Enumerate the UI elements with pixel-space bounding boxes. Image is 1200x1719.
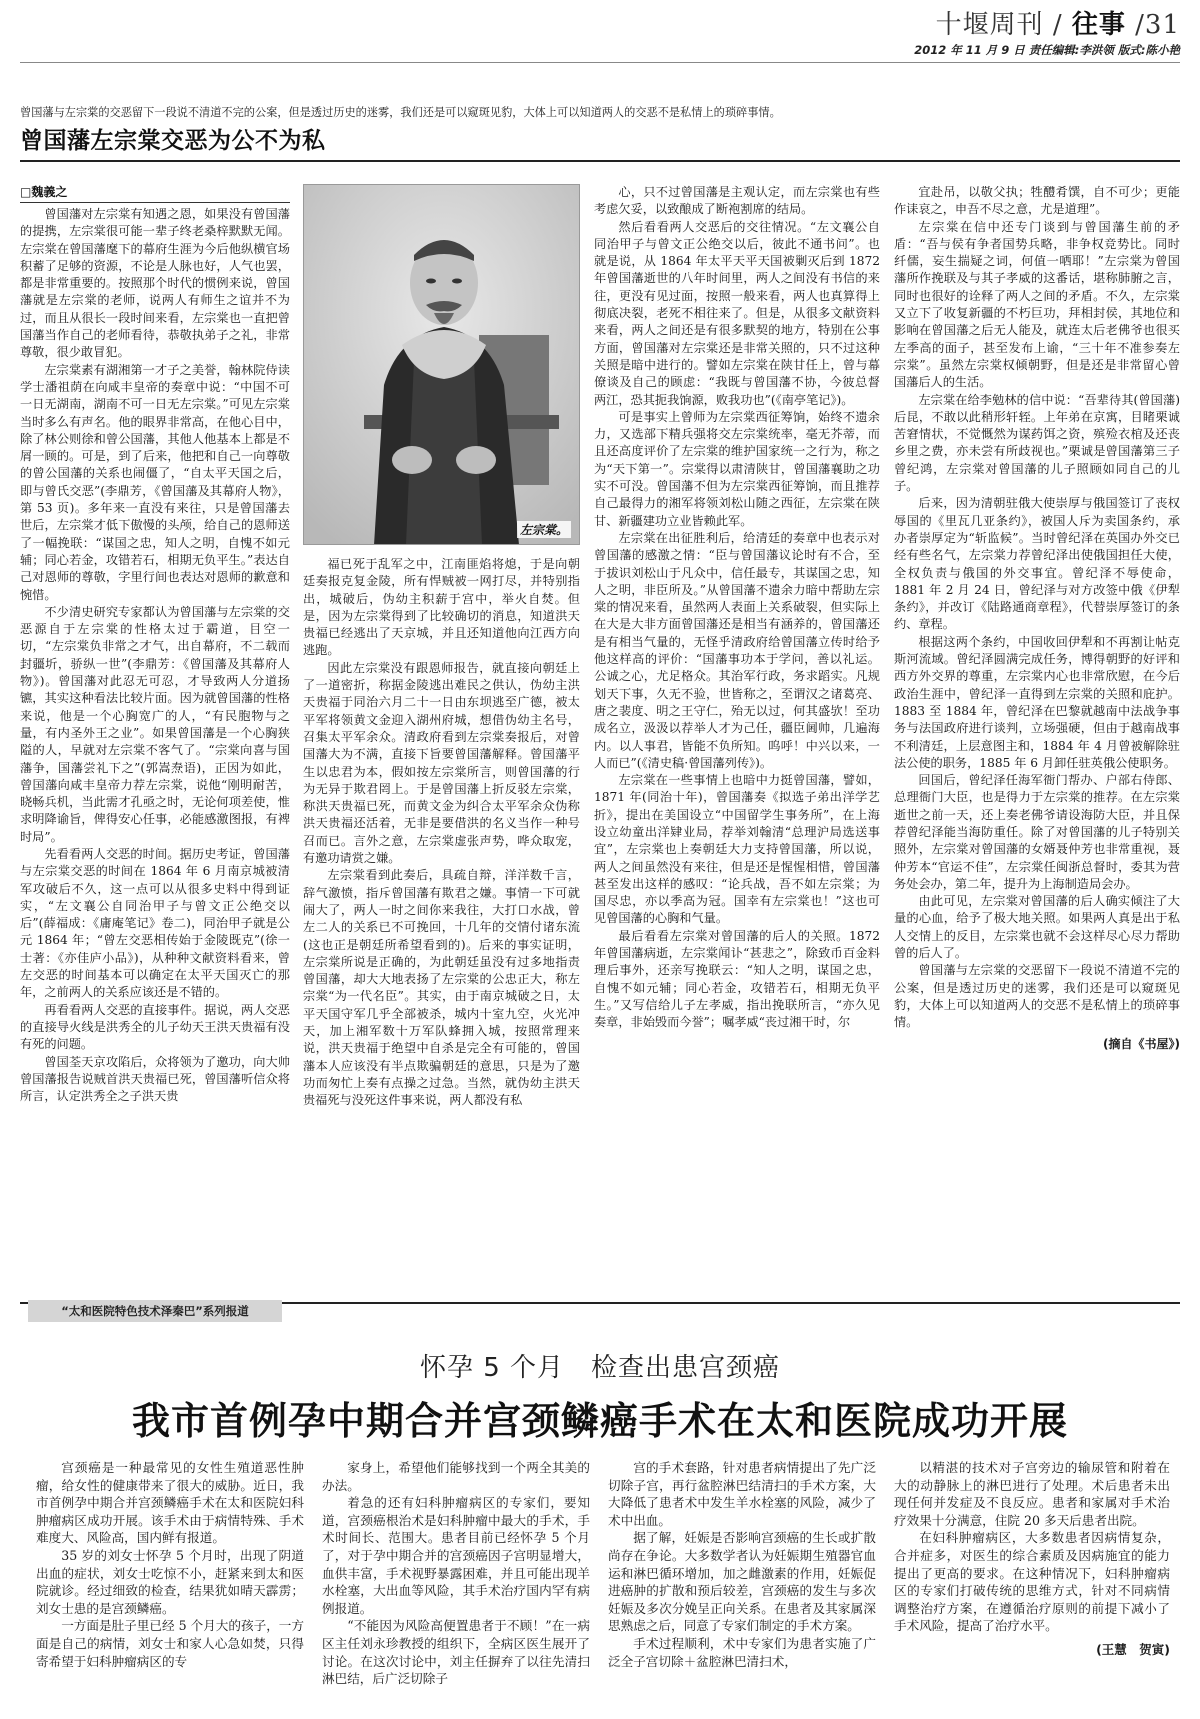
paragraph: 宜赴吊，以敬父执；牲醴肴馔，自不可少；更能作诔哀之，申吾不尽之意，尤是道理”。 — [894, 185, 1180, 217]
portrait-illustration — [304, 185, 580, 545]
paragraph: 着急的还有妇科肿瘤病区的专家们，要知道，宫颈癌根治术是妇科肿瘤中最大的手术，手术时间长、范围大。患者目前已经怀孕 5 个月了，对于孕中期合并的宫颈癌因子宫明显增大，血供丰富，手术视野暴露困难，并且可能出现羊水栓塞，大出血等风险，其手术治疗国内罕有病例报道。 — [322, 1495, 590, 1616]
article1-author: □魏義之 — [20, 183, 290, 203]
paragraph: 左宗棠在出征胜利后，给清廷的奏章中也表示对曾国藩的感激之情：“臣与曾国藩议论时有不合，至于拔识刘松山于凡众中，信任最专，其谋国之忠，知人之明，非臣所及。”从曾国藩不遗余力暗中帮助左宗棠的情况来看，虽然两人表面上关系破裂，但实际上在大是大非方面曾国藩还是相当有涵养的，曾国藩还是有相当气量的，无怪乎清政府给曾国藩立传时给予他这样高的评价：“国藩事功本于学问，善以礼运。公诚之心，尤足格众。其治军行政，务求蹈实。凡规划天下事，久无不验，世皆称之，至谓汉之诸葛亮、唐之裴度、明之王守仁，殆无以过，何其盛欤！至功成名立，汲汲以荐举人才为己任，疆臣阃帅，几遍海内。以人事君，皆能不负所知。呜呼！中兴以来，一人而已”(《清史稿·曾国藩列传》)。 — [594, 530, 880, 770]
paragraph: 最后看看左宗棠对曾国藩的后人的关照。1872 年曾国藩病逝，左宗棠闻讣“甚悲之”，除致币百金料理后事外，还亲写挽联云：“知人之明，谋国之忠，自愧不如元辅；同心若金，攻错若石，相期无负平生。”又写信给儿子左孝威，指出挽联所言，“亦久见奏章，非始毁而今誉”；嘱孝威“丧过湘干时，尔 — [594, 928, 880, 1030]
page-title: 十堰周刊 / 往事 /31 — [935, 10, 1180, 40]
paragraph: 再看看两人交恶的直接事件。据说，两人交恶的直接导火线是洪秀全的儿子幼天王洪天贵福有没有死的问题。 — [20, 1002, 290, 1052]
paragraph: 心，只不过曾国藩是主观认定，而左宗棠也有些考虑欠妥，以致酿成了断袍割席的结局。 — [594, 185, 880, 217]
paragraph: 曾国藩与左宗棠的交恶留下一段说不清道不完的公案，但是透过历史的迷雾，我们还是可以窥斑见豹，大体上可以知道两人的交恶不是私情上的琐碎事情。 — [894, 963, 1180, 1030]
paragraph: 不少清史研究专家都认为曾国藩与左宗棠的交恶源自于左宗棠的性格太过于霸道，目空一切，“左宗棠负非常之才气，出自幕府，不二载而封疆圻，骄纵一世”(李鼎芳：《曾国藩及其幕府人物》)。曾国藩对此忍无可忍，才导致两人分道扬镳，其实这种看法比较片面。因为就曾国藩的性格来说，他是一个心胸宽广的人，“有民胞物与之量，有内圣外王之业”。如果曾国藩是一个心胸狭隘的人，早就对左宗棠不客气了。“宗棠向喜与国藩争，国藩尝礼下之”(郭嵩焘语)，正因为如此，曾国藩向咸丰皇帝力荐左宗棠，说他“刚明耐苦，晓畅兵机，当此需才孔亟之时，无论何项差使，惟求明降谕旨，俾得安心任事，必能感激图报，有裨时局”。 — [20, 604, 290, 844]
paragraph: 据了解，妊娠是否影响宫颈癌的生长或扩散尚存在争论。大多数学者认为妊娠期生殖器官血运和淋巴循环增加，加之雌激素的作用，妊娠促进癌肿的扩散和预后较差，宫颈癌的发生与多次妊娠及多次分娩呈正向关系。在患者及其家属深思熟虑之后，同意了专家们制定的手术方案。 — [608, 1530, 876, 1634]
article-source: (王慧 贺寅) — [1096, 1641, 1170, 1657]
paragraph: 左宗棠素有湖湘第一才子之美誉，翰林院侍读学士潘祖荫在向咸丰皇帝的奏章中说：“中国不可一日无湖南，湖南不可一日无左宗棠。”可见左宗棠当时多么有声名。他的眼界非常高，在他心目中，除了林公则徐和曾公国藩，其他人他基本上都是不屑一顾的。可是，到了后来，他把和自己一向尊敬的曾公国藩的关系也闹僵了，“自太平天国之后，即与曾氏交恶”(李鼎芳，《曾国藩及其幕府人物》，第 53 页)。多年来一直没有来往，只是曾国藩去世后，左宗棠才低下傲慢的头颅，给自己的恩师送了一幅挽联：“谋国之忠，知人之明，自愧不如元辅；同心若金，攻错若石，相期无负平生。”表达自己对恩师的尊敬，字里行间也表达对恩师的歉意和惋惜。 — [20, 362, 290, 602]
paragraph: 因此左宗棠没有跟恩师报告，就直接向朝廷上了一道密折，称据金陵逃出难民之供认，伪幼主洪天贵福于同治六月二十一日由东坝逃至广德，被太平军将领黄文金迎入湖州府城，想借伪幼主名号，召集太平军余众。清政府看到左宗棠奏报后，对曾国藩大为不满，直接下旨要曾国藩解释。曾国藩平生以忠君为本，假如按左宗棠所言，则曾国藩的行为无异于欺君罔上。于是曾国藩上折反驳左宗棠，称洪天贵福已死，而黄文金为纠合太平军余众伪称洪天贵福还活着，无非是要借洪的名义当作一种号召而已。言外之意，左宗棠虚张声势，哗众取宠，有邀功请赏之嫌。 — [303, 660, 580, 866]
article2-subhead: 怀孕 5 个月 检查出患宫颈癌 — [419, 1353, 781, 1383]
article1-column-3 — [594, 184, 880, 1288]
paragraph: 35 岁的刘女士怀孕 5 个月时，出现了阴道出血的症状，刘女士吃惊不小，赶紧来到太和医院就诊。经过细致的检查，结果犹如晴天霹雳；刘女士患的是宫颈鳞癌。 — [36, 1547, 304, 1616]
paragraph: 后来，因为清朝驻俄大使崇厚与俄国签订了丧权辱国的《里瓦几亚条约》，被国人斥为卖国条约，承办者崇厚定为“斩监候”。当时曾纪泽在英国办外交已经有些名气，左宗棠力荐曾纪泽出使俄国担任大使，全权负责与俄国的外交事宜。曾纪泽不辱使命，1881 年 2 月 24 日，曾纪泽与对方改签中俄《伊犁条约》，并改订《陆路通商章程》，代替崇厚签订的条约、章程。 — [894, 496, 1180, 632]
paragraph: 左宗棠在信中还专门谈到与曾国藩生前的矛盾：“吾与侯有争者国势兵略，非争权竞势比。同时纤儒，妄生揣疑之词，何值一哂耶！”左宗棠为曾国藩所作挽联及与其子孝威的这番话，堪称肺腑之言，同时也很好的诠释了两人之间的矛盾。不久，左宗棠又立下了收复新疆的不朽巨功，拜相封侯，其地位和影响在曾国藩之后无人能及，就连太后老佛爷也很买左季高的面子，甚至发布上谕，“三十年不准参奏左宗棠”。虽然左宗棠权倾朝野，但是还是非常留心曾国藩后人的生活。 — [894, 219, 1180, 390]
article2-column-3 — [608, 1459, 876, 1704]
paragraph: 在妇科肿瘤病区，大多数患者因病情复杂，合并症多，对医生的综合素质及因病施宜的能力提出了更高的要求。在这种情况下，妇科肿瘤病区的专家们打破传统的思维方式，针对不同病情调整治疗方案，在遵循治疗原则的前提下减小了手术风险，提高了治疗水平。 — [894, 1530, 1170, 1634]
article1-column-2 — [303, 556, 580, 1288]
masthead — [20, 4, 1180, 70]
paragraph: 宫的手术套路，针对患者病情提出了先广泛切除子宫，再行盆腔淋巴结清扫的手术方案，大大降低了患者术中发生羊水栓塞的风险，减少了术中出血。 — [608, 1460, 876, 1528]
paragraph: 根据这两个条约，中国收回伊犁和不再割让帖克斯河流域。曾纪泽圆满完成任务，博得朝野的好评和西方外交界的尊重，左宗棠内心也非常欣慰，在今后政治生涯中，曾纪泽一直得到左宗棠的关照和庇护。1883 至 1884 年，曾纪泽在巴黎就越南中法战争事务与法国政府进行谈判，立场强硬，但由于越南战事不利清廷，上层意图主和，1884 年 4 月曾被解除驻法公使的职务，1885 年 6 月卸任驻英俄公使职务。 — [894, 634, 1180, 770]
paragraph: 由此可见，左宗棠对曾国藩的后人确实倾注了大量的心血，给予了极大地关照。如果两人真是出于私人交情上的反目，左宗棠也就不会这样尽心尽力帮助曾的后人了。 — [894, 894, 1180, 961]
article2-column-1 — [36, 1459, 304, 1704]
paragraph: 福已死于乱军之中，江南匪焰将熄，于是向朝廷奏报克复金陵，所有悍贼被一网打尽，并特别指出，城破后，伪幼主积薪于宫中，举火自焚。但是，因为左宗棠得到了比较确切的消息，知道洪天贵福已经逃出了天京城，并且还知道他向江西方向逃跑。 — [303, 557, 580, 658]
paragraph: 回国后，曾纪泽任海军衙门帮办、户部右侍郎、总理衙门大臣，也是得力于左宗棠的推荐。在左宗棠逝世之前一天，还上奏老佛爷请设海防大臣，并且保荐曾纪泽能当海防重任。除了对曾国藩的儿子特别关照外，左宗棠对曾国藩的女婿聂仲芳也非常重视，聂仲芳本“官运不佳”，左宗棠任闽浙总督时，委其为营务处会办，第二年，提升为上海制造局会办。 — [894, 773, 1180, 891]
article1-divider — [20, 160, 1180, 162]
paragraph: 左宗棠看到此奏后，具疏自辩，洋洋数千言，辞气激愤，指斥曾国藩有欺君之嫌。事情一下可就闹大了，两人一时之间你来我往，大打口水战，曾左二人的关系已不可挽回，十几年的交情付诸东流(这也正是朝廷所希望看到的)。后来的事实证明，左宗棠所说是正确的，为此朝廷虽没有过多地指责曾国藩，却大大地表扬了左宗棠的公忠正大，称左宗棠“为一代名臣”。其实，由于南京城破之日，太平天国守军几乎全部被杀，城内十室九空，火光冲天，加上湘军数十万军队蜂拥入城，按照常理来说，洪天贵福于绝望中自杀是完全有可能的，曾国藩本人应该没有半点欺骗朝廷的意思，只是为了邀功而匆忙上奏有点操之过急。当然，就伪幼主洪天贵福死与没死这件事来说，两人都没有私 — [303, 868, 580, 1108]
article-source: (摘自《书屋》) — [1103, 1036, 1180, 1051]
series-tag: “太和医院特色技术泽秦巴”系列报道 — [28, 1300, 282, 1322]
article2-headline: 我市首例孕中期合并宫颈鳞癌手术在太和医院成功开展 — [131, 1399, 1068, 1443]
portrait-photo — [303, 184, 580, 545]
paragraph: “不能因为风险高便置患者于不顾！”在一病区主任刘永珍教授的组织下，全病区医生展开了讨论。在这次讨论中，刘主任摒弃了以往先清扫淋巴结，后广泛切除子 — [322, 1618, 590, 1687]
paragraph: 一方面是肚子里已经 5 个月大的孩子，一方面是自己的病情，刘女士和家人心急如焚，只得寄希望于妇科肿瘤病区的专 — [36, 1618, 304, 1669]
photo-caption: 左宗棠。 — [517, 521, 571, 538]
masthead-divider — [20, 62, 1180, 63]
article1-column-1 — [20, 206, 290, 1288]
paragraph: 曾国荃天京攻陷后，众将领为了邀功，向大帅曾国藩报告说贼首洪天贵福已死，曾国藩听信众将所言，认定洪秀全之子洪天贵 — [20, 1054, 290, 1104]
paragraph: 曾国藩对左宗棠有知遇之恩，如果没有曾国藩的提携，左宗棠很可能一辈子终老桑梓默默无闻。左宗棠在曾国藩麾下的幕府生涯为今后他纵横官场积蓄了足够的资源，不论是人脉也好，人气也罢，都是非常重要的。按照那个时代的惯例来说，曾国藩就是左宗棠的老师，说两人有师生之谊并不为过，而且从很长一段时间来看，左宗棠也一直把曾国藩当作自己的老师看待，恭敬执弟子之礼，非常尊敬，很少敢冒犯。 — [20, 207, 290, 360]
paragraph: 左宗棠在一些事情上也暗中力挺曾国藩，譬如，1871 年(同治十年)，曾国藩奏《拟选子弟出洋学艺折》，提出在美国设立“中国留学生事务所”，在上海设立幼童出洋肄业局，荐举刘翰清“总理沪局选送事宜”，左宗棠也上奏朝廷大力支持曾国藩，所以说，两人之间虽然没有来往，但是还是惺惺相惜，曾国藩甚至发出这样的感叹：“论兵战，吾不如左宗棠；为国尽忠，亦以季高为冠。国幸有左宗棠也！”这也可见曾国藩的心胸和气量。 — [594, 773, 880, 926]
article2-column-4 — [894, 1459, 1170, 1704]
issue-meta: 2012 年 11 月 9 日 责任编辑:李洪领 版式:陈小艳 — [914, 43, 1180, 57]
paragraph: 家身上，希望他们能够找到一个两全其美的办法。 — [322, 1460, 590, 1493]
paragraph: 宫颈癌是一种最常见的女性生殖道恶性肿瘤，给女性的健康带来了很大的威胁。近日，我市首例孕中期合并宫颈鳞癌手术在太和医院妇科肿瘤病区成功开展。该手术由于病情特殊、手术难度大、风险高，国内鲜有报道。 — [36, 1460, 304, 1546]
article1-column-4 — [894, 184, 1180, 1288]
paragraph: 先看看两人交恶的时间。据历史考证，曾国藩与左宗棠交恶的时间在 1864 年 6 月南京城被清军攻破后不久，这一点可以从很多史料中得到证实，“左文襄公自同治甲子与曾文正公绝交以后”(薛福成：《庸庵笔记》卷二)，同治甲子就是公元 1864 年；“曾左交恶相传始于金陵既克”(徐一士著：《亦佳庐小品》)，从种种文献资料看来，曾左交恶的时间基本可以确定在太平天国灭亡的那年，之前两人的关系应该还是不错的。 — [20, 846, 290, 1000]
article1-lead: 曾国藩与左宗棠的交恶留下一段说不清道不完的公案，但是透过历史的迷雾，我们还是可以窥斑见豹，大体上可以知道两人的交恶不是私情上的琐碎事情。 — [20, 106, 781, 119]
paragraph: 可是事实上曾师为左宗棠西征筹饷，始终不遗余力，又选部下精兵强将交左宗棠统率，毫无芥蒂，而且还高度评价了左宗棠的维护国家统一之行为，称之为“天下第一”。宗棠得以肃清陕甘，曾国藩襄助之功实不可没。曾国藩不但为左宗棠西征筹饷，而且推荐自己最得力的湘军将领刘松山随之西征，左宗棠在陕甘、新疆建功立业皆赖此军。 — [594, 409, 880, 528]
paragraph: 以精湛的技术对子宫旁边的输尿管和附着在大的动静脉上的淋巴进行了处理。术后患者未出现任何并发症及不良反应。患者和家属对手术治疗效果十分满意，住院 20 多天后患者出院。 — [894, 1460, 1170, 1528]
paragraph: 然后看看两人交恶后的交往情况。“左文襄公自同治甲子与曾文正公绝交以后，彼此不通书问”。也就是说，从 1864 年太平天平天国被剿灭后到 1872 年曾国藩逝世的八年时间里，两人之间没有书信的来往，更没有见过面，按照一般来看，两人也真算得上彻底决裂，老死不相往来了。但是，从很多文献资料来看，两人之间还是有很多默契的地方，特别在公事方面，曾国藩对左宗棠还是非常关照的，只不过这种关照是暗中进行的。譬如左宗棠在陕甘任上，曾与幕僚谈及自己的顾虑：“我既与曾国藩不协，今彼总督两江，恐其扼我饷源，败我功也”(《南亭笔记》)。 — [594, 219, 880, 407]
article1-headline: 曾国藩左宗棠交恶为公不为私 — [20, 128, 326, 154]
paragraph: 手术过程顺利，术中专家们为患者实施了广泛全子宫切除＋盆腔淋巴清扫术， — [608, 1635, 876, 1669]
paragraph: 左宗棠在给李勉林的信中说：“吾辈待其(曾国藩)后昆，不敢以此稍形轩轾。上年弟在京寓，目睹栗诚苦窘情状，不觉慨然为谋药饵之资，殡殓衣棺及还丧乡里之费，亦未尝有所歧视也。”栗诚是曾国藩第三子曾纪鸿，左宗棠对曾国藩的儿子照顾如同自己的儿子。 — [894, 392, 1180, 494]
article2-column-2 — [322, 1459, 590, 1704]
